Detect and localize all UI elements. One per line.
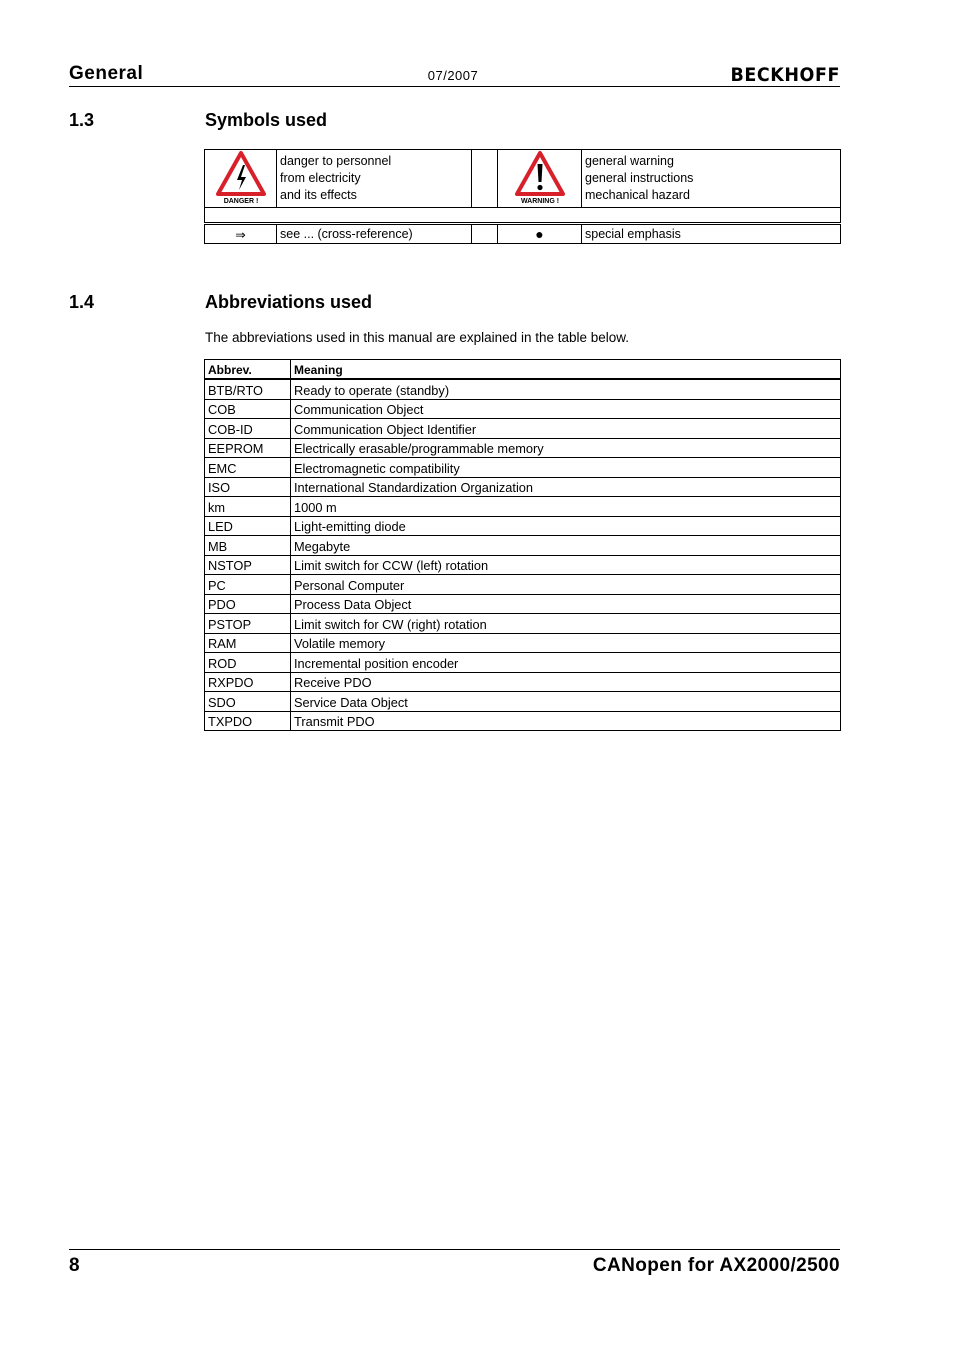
header-rule (69, 86, 840, 87)
meaning-cell: 1000 m (291, 497, 841, 517)
spacer-cell (472, 224, 498, 244)
abbrev-cell: NSTOP (205, 555, 291, 575)
abbrev-cell: ISO (205, 477, 291, 497)
abbrev-cell: COB-ID (205, 419, 291, 439)
table-row (205, 653, 841, 673)
abbrev-cell: PSTOP (205, 614, 291, 634)
meaning-cell: Electromagnetic compatibility (291, 458, 841, 478)
electric-danger-icon (215, 150, 267, 204)
table-row (205, 614, 841, 634)
table-row (205, 419, 841, 439)
table-row (205, 516, 841, 536)
abbreviations-table (204, 359, 841, 731)
warning-line-1: general warning (585, 154, 674, 168)
bullet-icon: ● (498, 224, 582, 244)
column-header-meaning: Meaning (291, 360, 841, 380)
table-row (205, 711, 841, 731)
brand-logo: BECKHOFF (730, 64, 840, 86)
table-row (205, 477, 841, 497)
table-row (205, 438, 841, 458)
abbrev-cell: RXPDO (205, 672, 291, 692)
warning-line-3: mechanical hazard (585, 188, 690, 202)
arrow-icon: ⇒ (205, 224, 277, 244)
warning-sign-label: WARNING ! (520, 198, 559, 204)
section-number-symbols: 1.3 (69, 110, 95, 130)
table-row (205, 575, 841, 595)
meaning-cell: Limit switch for CCW (left) rotation (291, 555, 841, 575)
meaning-cell: Volatile memory (291, 633, 841, 653)
meaning-cell: Ready to operate (standby) (291, 379, 841, 399)
danger-line-2: from electricity (280, 171, 361, 185)
column-header-abbrev: Abbrev. (205, 360, 291, 380)
table-row (205, 672, 841, 692)
footer-rule (69, 1249, 840, 1250)
meaning-cell: Electrically erasable/programmable memory (291, 438, 841, 458)
warning-line-2: general instructions (585, 171, 694, 185)
table-row (205, 692, 841, 712)
warning-icon (514, 150, 566, 204)
table-row (205, 379, 841, 399)
meaning-cell: Receive PDO (291, 672, 841, 692)
table-row (205, 497, 841, 517)
section-number-abbreviations: 1.4 (69, 292, 95, 312)
table-row (205, 458, 841, 478)
header-date: 07/2007 (427, 68, 479, 83)
abbrev-cell: EMC (205, 458, 291, 478)
symbols-spacer-row (205, 208, 841, 224)
symbols-table (204, 149, 841, 244)
meaning-cell: International Standardization Organization (291, 477, 841, 497)
abbrev-cell: EEPROM (205, 438, 291, 458)
section-title-symbols: Symbols used (205, 110, 328, 130)
meaning-cell: Communication Object (291, 399, 841, 419)
meaning-cell: Light-emitting diode (291, 516, 841, 536)
meaning-cell: Limit switch for CW (right) rotation (291, 614, 841, 634)
spacer-cell (472, 150, 498, 208)
table-header-row (205, 360, 841, 380)
danger-sign-label: DANGER ! (223, 198, 258, 204)
abbrev-cell: COB (205, 399, 291, 419)
abbrev-cell: SDO (205, 692, 291, 712)
meaning-cell: Incremental position encoder (291, 653, 841, 673)
table-row (205, 399, 841, 419)
document-title: CANopen for AX2000/2500 (592, 1255, 840, 1276)
danger-description (277, 150, 472, 208)
danger-line-1: danger to personnel (280, 154, 392, 168)
meaning-cell: Megabyte (291, 536, 841, 556)
meaning-cell: Service Data Object (291, 692, 841, 712)
table-row (205, 555, 841, 575)
warning-sign-cell (498, 150, 582, 208)
section-title-abbreviations: Abbreviations used (205, 292, 373, 312)
abbrev-cell: MB (205, 536, 291, 556)
abbrev-cell: LED (205, 516, 291, 536)
abbrev-cell: PDO (205, 594, 291, 614)
abbrev-cell: TXPDO (205, 711, 291, 731)
bullet-description: special emphasis (582, 224, 841, 244)
abbrev-cell: BTB/RTO (205, 379, 291, 399)
warning-description (582, 150, 841, 208)
symbols-row (205, 150, 841, 208)
meaning-cell: Process Data Object (291, 594, 841, 614)
meaning-cell: Communication Object Identifier (291, 419, 841, 439)
intro-paragraph: The abbreviations used in this manual are explained in the table below. (205, 330, 630, 345)
table-row (205, 594, 841, 614)
danger-sign-cell (205, 150, 277, 208)
table-row (205, 536, 841, 556)
danger-line-3: and its effects (280, 188, 357, 202)
page-number: 8 (69, 1255, 80, 1276)
header-section-title: General (69, 63, 144, 84)
symbols-row (205, 224, 841, 244)
meaning-cell: Personal Computer (291, 575, 841, 595)
abbrev-cell: PC (205, 575, 291, 595)
table-row (205, 633, 841, 653)
abbrev-cell: ROD (205, 653, 291, 673)
abbrev-cell: km (205, 497, 291, 517)
meaning-cell: Transmit PDO (291, 711, 841, 731)
arrow-description: see ... (cross-reference) (277, 224, 472, 244)
abbrev-cell: RAM (205, 633, 291, 653)
